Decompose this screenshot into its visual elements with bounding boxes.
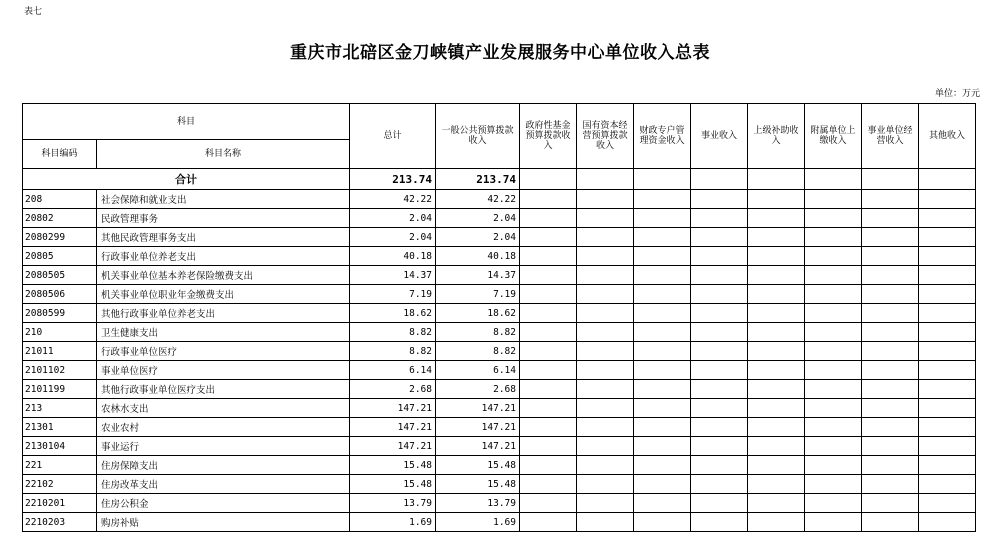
row-empty-cell	[805, 513, 862, 532]
row-empty-cell	[520, 209, 577, 228]
row-empty-cell	[691, 456, 748, 475]
row-empty-cell	[919, 380, 976, 399]
row-empty-cell	[748, 456, 805, 475]
row-name: 农业农村	[97, 418, 350, 437]
row-empty-cell	[862, 399, 919, 418]
row-name: 事业运行	[97, 437, 350, 456]
row-empty-cell	[748, 228, 805, 247]
row-code: 22102	[23, 475, 97, 494]
row-general: 8.82	[436, 342, 520, 361]
table-row	[23, 475, 976, 494]
row-empty-cell	[748, 494, 805, 513]
row-name: 机关事业单位职业年金缴费支出	[97, 285, 350, 304]
header-code: 科目编码	[23, 140, 97, 169]
row-empty-cell	[691, 266, 748, 285]
row-empty-cell	[919, 494, 976, 513]
table-row	[23, 437, 976, 456]
table-row	[23, 513, 976, 532]
row-empty-cell	[919, 418, 976, 437]
row-empty-cell	[691, 361, 748, 380]
row-empty-cell	[577, 494, 634, 513]
row-general: 2.68	[436, 380, 520, 399]
table-row	[23, 380, 976, 399]
row-empty-cell	[805, 323, 862, 342]
row-empty-cell	[577, 418, 634, 437]
row-empty-cell	[691, 475, 748, 494]
row-general: 15.48	[436, 456, 520, 475]
row-name: 购房补贴	[97, 513, 350, 532]
row-empty-cell	[862, 342, 919, 361]
table-row	[23, 361, 976, 380]
row-empty-cell	[634, 228, 691, 247]
row-total: 15.48	[350, 475, 436, 494]
row-empty-cell	[520, 190, 577, 209]
row-name: 行政事业单位医疗	[97, 342, 350, 361]
row-total: 18.62	[350, 304, 436, 323]
row-empty-cell	[919, 190, 976, 209]
row-name: 其他行政事业单位医疗支出	[97, 380, 350, 399]
row-code: 20802	[23, 209, 97, 228]
row-code: 221	[23, 456, 97, 475]
row-empty-cell	[805, 304, 862, 323]
row-empty-cell	[919, 342, 976, 361]
row-empty-cell	[805, 494, 862, 513]
row-empty-cell	[634, 475, 691, 494]
row-empty-cell	[691, 513, 748, 532]
row-empty-cell	[634, 513, 691, 532]
total-value: 213.74	[350, 169, 436, 190]
row-general: 40.18	[436, 247, 520, 266]
row-empty-cell	[862, 513, 919, 532]
header-name: 科目名称	[97, 140, 350, 169]
row-empty-cell	[520, 399, 577, 418]
table-row	[23, 399, 976, 418]
row-empty-cell	[634, 323, 691, 342]
row-empty-cell	[748, 513, 805, 532]
row-total: 1.69	[350, 513, 436, 532]
row-code: 2080299	[23, 228, 97, 247]
row-empty-cell	[520, 228, 577, 247]
row-code: 210	[23, 323, 97, 342]
row-total: 147.21	[350, 437, 436, 456]
row-name: 住房公积金	[97, 494, 350, 513]
row-empty-cell	[577, 190, 634, 209]
row-total: 13.79	[350, 494, 436, 513]
row-empty-cell	[919, 437, 976, 456]
row-empty-cell	[577, 247, 634, 266]
table-row	[23, 247, 976, 266]
row-empty-cell	[634, 190, 691, 209]
row-code: 20805	[23, 247, 97, 266]
row-total: 2.04	[350, 209, 436, 228]
row-empty-cell	[691, 380, 748, 399]
header-operating: 事业单位经营收入	[862, 104, 919, 169]
row-empty-cell	[577, 475, 634, 494]
row-empty-cell	[520, 513, 577, 532]
row-empty-cell	[919, 323, 976, 342]
row-empty-cell	[634, 342, 691, 361]
row-empty-cell	[862, 247, 919, 266]
row-total: 147.21	[350, 418, 436, 437]
row-empty-cell	[862, 323, 919, 342]
header-superior-subsidy: 上级补助收入	[748, 104, 805, 169]
row-empty-cell	[805, 266, 862, 285]
row-empty-cell	[805, 437, 862, 456]
total-general: 213.74	[436, 169, 520, 190]
row-total: 42.22	[350, 190, 436, 209]
row-empty-cell	[634, 456, 691, 475]
row-empty-cell	[862, 437, 919, 456]
row-general: 7.19	[436, 285, 520, 304]
row-empty-cell	[634, 361, 691, 380]
row-empty-cell	[805, 228, 862, 247]
row-empty-cell	[805, 399, 862, 418]
row-empty-cell	[748, 380, 805, 399]
row-general: 2.04	[436, 228, 520, 247]
row-total: 14.37	[350, 266, 436, 285]
row-empty-cell	[748, 418, 805, 437]
row-empty-cell	[919, 475, 976, 494]
row-name: 机关事业单位基本养老保险缴费支出	[97, 266, 350, 285]
row-empty-cell	[862, 285, 919, 304]
page-title: 重庆市北碚区金刀峡镇产业发展服务中心单位收入总表	[290, 43, 710, 63]
row-empty-cell	[520, 456, 577, 475]
row-empty-cell	[520, 475, 577, 494]
row-empty-cell	[634, 304, 691, 323]
row-empty-cell	[862, 209, 919, 228]
row-code: 213	[23, 399, 97, 418]
row-empty-cell	[634, 494, 691, 513]
row-empty-cell	[862, 361, 919, 380]
header-business-income: 事业收入	[691, 104, 748, 169]
row-empty-cell	[805, 209, 862, 228]
row-empty-cell	[862, 304, 919, 323]
row-empty-cell	[520, 342, 577, 361]
row-total: 40.18	[350, 247, 436, 266]
row-empty-cell	[691, 342, 748, 361]
row-empty-cell	[577, 437, 634, 456]
total-label: 合计	[23, 169, 350, 190]
row-general: 13.79	[436, 494, 520, 513]
row-empty-cell	[805, 247, 862, 266]
row-total: 7.19	[350, 285, 436, 304]
row-empty-cell	[634, 209, 691, 228]
row-empty-cell	[748, 209, 805, 228]
table-row	[23, 228, 976, 247]
row-empty-cell	[919, 399, 976, 418]
row-empty-cell	[520, 304, 577, 323]
row-empty-cell	[748, 190, 805, 209]
row-name: 事业单位医疗	[97, 361, 350, 380]
header-general-budget: 一般公共预算拨款收入	[436, 104, 520, 169]
row-empty-cell	[862, 190, 919, 209]
row-empty-cell	[691, 304, 748, 323]
row-code: 2080506	[23, 285, 97, 304]
row-code: 2210201	[23, 494, 97, 513]
row-empty-cell	[862, 228, 919, 247]
row-empty-cell	[919, 266, 976, 285]
row-empty-cell	[691, 418, 748, 437]
row-empty-cell	[577, 266, 634, 285]
row-empty-cell	[748, 304, 805, 323]
row-empty-cell	[748, 399, 805, 418]
row-code: 21301	[23, 418, 97, 437]
total-row	[23, 169, 976, 190]
row-empty-cell	[634, 285, 691, 304]
row-code: 2210203	[23, 513, 97, 532]
row-name: 住房改革支出	[97, 475, 350, 494]
header-other: 其他收入	[919, 104, 976, 169]
header-total: 总计	[350, 104, 436, 169]
row-code: 208	[23, 190, 97, 209]
row-empty-cell	[520, 247, 577, 266]
header-state-capital: 国有资本经营预算拨款收入	[577, 104, 634, 169]
row-empty-cell	[805, 456, 862, 475]
row-general: 6.14	[436, 361, 520, 380]
row-empty-cell	[520, 380, 577, 399]
row-empty-cell	[919, 304, 976, 323]
row-empty-cell	[520, 323, 577, 342]
row-total: 2.68	[350, 380, 436, 399]
row-total: 147.21	[350, 399, 436, 418]
row-general: 147.21	[436, 437, 520, 456]
row-empty-cell	[634, 399, 691, 418]
row-code: 2080599	[23, 304, 97, 323]
row-code: 21011	[23, 342, 97, 361]
row-empty-cell	[748, 361, 805, 380]
row-empty-cell	[577, 456, 634, 475]
table-row	[23, 266, 976, 285]
row-name: 其他行政事业单位养老支出	[97, 304, 350, 323]
row-empty-cell	[805, 418, 862, 437]
row-empty-cell	[520, 266, 577, 285]
row-empty-cell	[805, 361, 862, 380]
income-table	[22, 103, 976, 532]
row-name: 行政事业单位养老支出	[97, 247, 350, 266]
row-code: 2101102	[23, 361, 97, 380]
row-empty-cell	[691, 285, 748, 304]
row-empty-cell	[862, 456, 919, 475]
table-row	[23, 190, 976, 209]
row-empty-cell	[634, 266, 691, 285]
row-empty-cell	[691, 247, 748, 266]
table-row	[23, 209, 976, 228]
row-empty-cell	[805, 475, 862, 494]
row-empty-cell	[691, 437, 748, 456]
row-empty-cell	[634, 437, 691, 456]
row-total: 8.82	[350, 342, 436, 361]
row-empty-cell	[577, 380, 634, 399]
row-empty-cell	[691, 209, 748, 228]
row-code: 2130104	[23, 437, 97, 456]
row-total: 6.14	[350, 361, 436, 380]
row-name: 卫生健康支出	[97, 323, 350, 342]
row-empty-cell	[919, 285, 976, 304]
row-total: 2.04	[350, 228, 436, 247]
row-general: 1.69	[436, 513, 520, 532]
row-empty-cell	[691, 399, 748, 418]
row-empty-cell	[577, 285, 634, 304]
row-empty-cell	[691, 190, 748, 209]
header-fiscal-special: 财政专户管理资金收入	[634, 104, 691, 169]
row-name: 社会保障和就业支出	[97, 190, 350, 209]
row-empty-cell	[919, 209, 976, 228]
row-empty-cell	[634, 247, 691, 266]
row-empty-cell	[691, 323, 748, 342]
table-row	[23, 342, 976, 361]
row-empty-cell	[577, 342, 634, 361]
table-tag: 表七	[24, 7, 43, 17]
row-name: 民政管理事务	[97, 209, 350, 228]
row-empty-cell	[748, 342, 805, 361]
unit-label: 单位：万元	[934, 89, 980, 99]
row-code: 2101199	[23, 380, 97, 399]
row-name: 住房保障支出	[97, 456, 350, 475]
row-general: 147.21	[436, 418, 520, 437]
row-empty-cell	[748, 247, 805, 266]
row-empty-cell	[577, 361, 634, 380]
row-name: 农林水支出	[97, 399, 350, 418]
row-empty-cell	[691, 228, 748, 247]
row-empty-cell	[919, 228, 976, 247]
header-affiliated: 附属单位上缴收入	[805, 104, 862, 169]
row-empty-cell	[862, 418, 919, 437]
row-empty-cell	[805, 380, 862, 399]
row-name: 其他民政管理事务支出	[97, 228, 350, 247]
row-general: 15.48	[436, 475, 520, 494]
row-empty-cell	[520, 361, 577, 380]
row-empty-cell	[862, 494, 919, 513]
row-empty-cell	[748, 475, 805, 494]
row-empty-cell	[748, 323, 805, 342]
row-empty-cell	[520, 418, 577, 437]
row-empty-cell	[634, 418, 691, 437]
row-empty-cell	[520, 437, 577, 456]
row-empty-cell	[577, 399, 634, 418]
row-general: 14.37	[436, 266, 520, 285]
row-general: 2.04	[436, 209, 520, 228]
table-row	[23, 323, 976, 342]
row-empty-cell	[691, 494, 748, 513]
table-row	[23, 304, 976, 323]
row-empty-cell	[919, 361, 976, 380]
row-general: 18.62	[436, 304, 520, 323]
row-code: 2080505	[23, 266, 97, 285]
table-row	[23, 494, 976, 513]
row-empty-cell	[919, 247, 976, 266]
row-general: 147.21	[436, 399, 520, 418]
row-empty-cell	[862, 380, 919, 399]
row-general: 42.22	[436, 190, 520, 209]
row-empty-cell	[805, 285, 862, 304]
row-empty-cell	[577, 304, 634, 323]
row-empty-cell	[748, 437, 805, 456]
table-row	[23, 285, 976, 304]
row-empty-cell	[634, 380, 691, 399]
header-gov-fund: 政府性基金预算拨款收入	[520, 104, 577, 169]
row-empty-cell	[919, 513, 976, 532]
row-empty-cell	[862, 266, 919, 285]
row-total: 15.48	[350, 456, 436, 475]
row-empty-cell	[805, 342, 862, 361]
row-empty-cell	[520, 285, 577, 304]
row-empty-cell	[748, 285, 805, 304]
table-row	[23, 418, 976, 437]
row-empty-cell	[520, 494, 577, 513]
header-subject: 科目	[23, 104, 350, 140]
row-empty-cell	[748, 266, 805, 285]
table-row	[23, 456, 976, 475]
row-general: 8.82	[436, 323, 520, 342]
row-empty-cell	[577, 228, 634, 247]
row-total: 8.82	[350, 323, 436, 342]
row-empty-cell	[577, 209, 634, 228]
row-empty-cell	[577, 513, 634, 532]
row-empty-cell	[919, 456, 976, 475]
row-empty-cell	[805, 190, 862, 209]
row-empty-cell	[862, 475, 919, 494]
row-empty-cell	[577, 323, 634, 342]
